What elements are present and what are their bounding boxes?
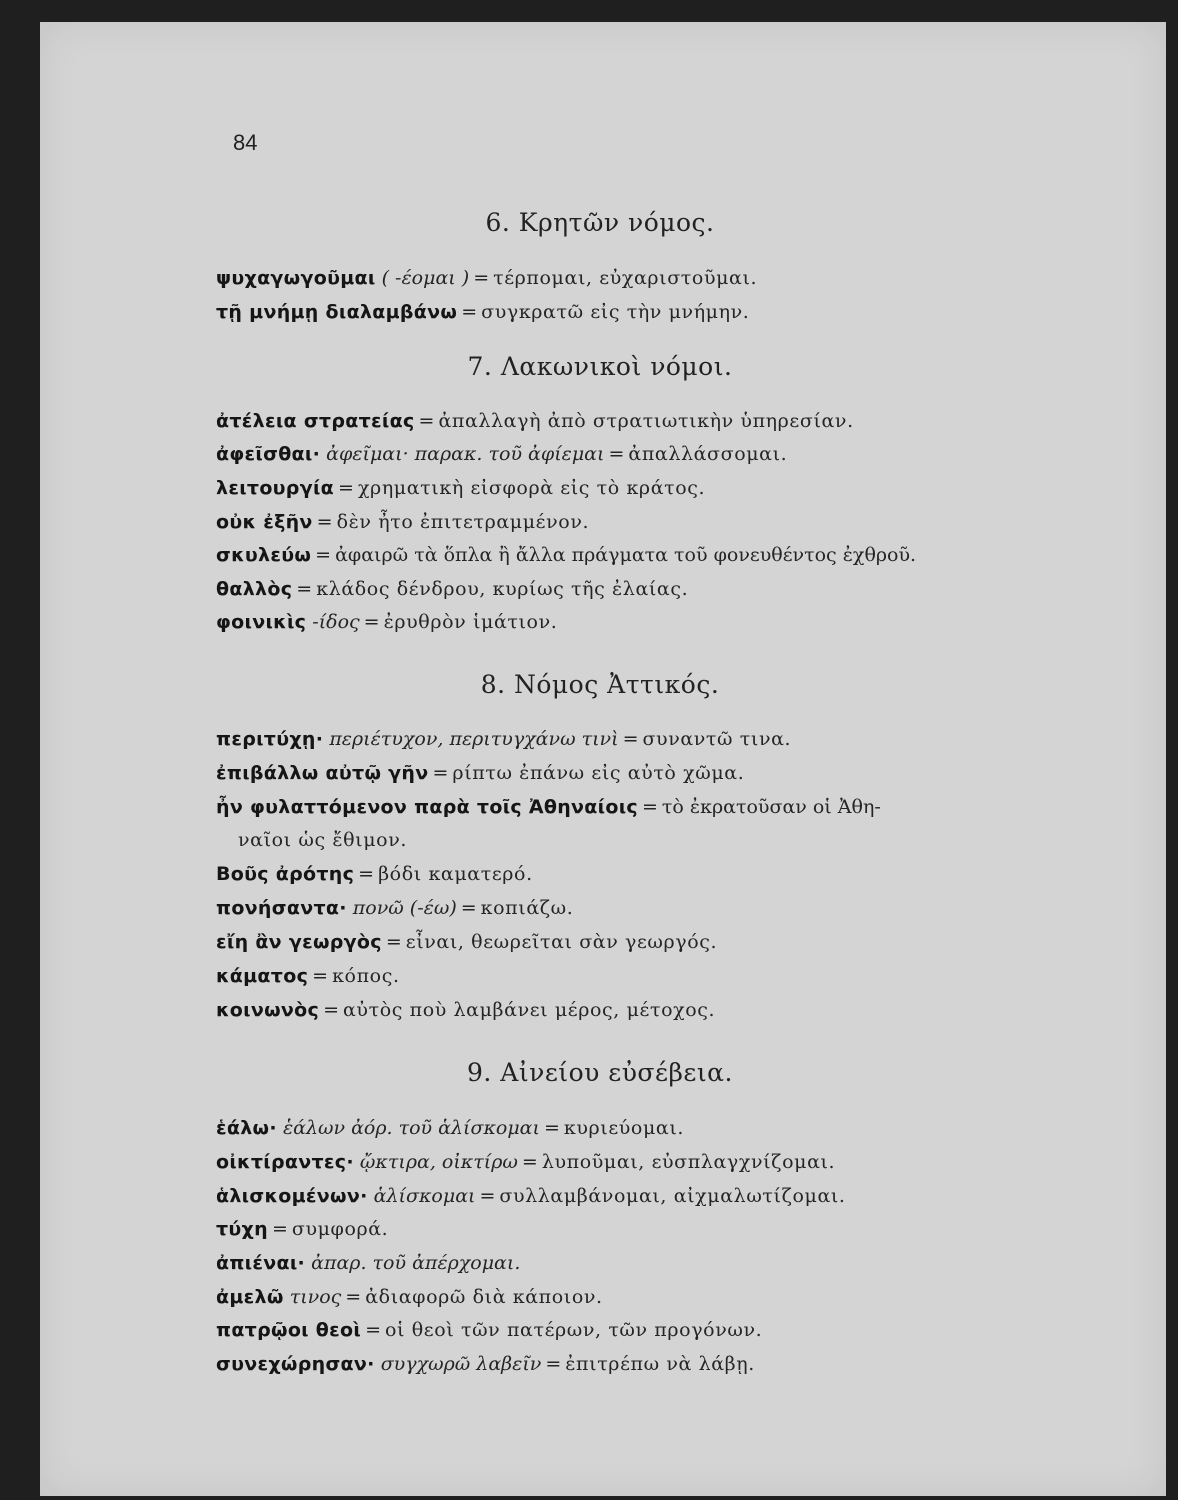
book-page	[40, 22, 1166, 1496]
entry-phoinikis: φοινικὶς -ίδος = ἐρυθρὸν ἱμάτιον.	[216, 611, 558, 633]
entry-meaning: δὲν ἦτο ἐπιτετραμμένον.	[336, 511, 590, 533]
entry-term: ἑάλω·	[216, 1117, 277, 1139]
entry-ponesanta: πονήσαντα· πονῶ (-έω) = κοπιάζω.	[216, 897, 574, 919]
entry-meaning: χρηματικὴ εἰσφορὰ εἰς τὸ κράτος.	[357, 477, 706, 499]
entry-tyche: τύχη = συμφορά.	[216, 1218, 389, 1240]
entry-meaning: ἐρυθρὸν ἱμάτιον.	[383, 611, 558, 633]
entry-ouk-exen: οὐκ ἐξῆν = δὲν ἦτο ἐπιτετραμμένον.	[216, 511, 590, 533]
entry-koinonos: κοινωνὸς = αὐτὸς ποὺ λαμβάνει μέρος, μέτοχος.	[216, 999, 716, 1021]
entry-mneme: τῇ μνήμῃ διαλαμβάνω = συγκρατῶ εἰς τὴν μνήμην.	[216, 301, 750, 323]
entry-healo: ἑάλω· ἑάλων ἀόρ. τοῦ ἁλίσκομαι = κυριεύομαι.	[216, 1117, 685, 1139]
entry-term: φοινικὶς	[216, 611, 307, 633]
entry-epiballo: ἐπιβάλλω αὐτῷ γῆν = ρίπτω ἐπάνω εἰς αὐτὸ χῶμα.	[216, 762, 745, 784]
entry-meaning: ἀπαλλάσσομαι.	[628, 443, 788, 465]
entry-continuation	[238, 826, 1166, 854]
entry-term: κοινωνὸς	[216, 999, 320, 1021]
entry-term: τῇ μνήμῃ διαλαμβάνω	[216, 301, 458, 323]
entry-term: περιτύχῃ·	[216, 728, 324, 750]
entry-gloss: ἑάλων ἀόρ. τοῦ ἁλίσκομαι	[282, 1117, 540, 1139]
entry-gloss: πονῶ (-έω)	[352, 897, 457, 919]
entry-perityche: περιτύχῃ· περιέτυχον, περιτυγχάνω τινὶ = συναντῶ τινα.	[216, 728, 792, 750]
entry-term: ἀπιέναι·	[216, 1252, 306, 1274]
entry-meaning: βόδι καματερό.	[378, 863, 533, 885]
entry-term: ἦν φυλαττόμενον παρὰ τοῖς Ἀθηναίοις	[216, 796, 638, 818]
entry-term: σκυλεύω	[216, 544, 312, 566]
entry-gloss: ( -έομαι )	[381, 267, 470, 289]
entry-term: συνεχώρησαν·	[216, 1353, 375, 1375]
entry-psychagogoumai: ψυχαγωγοῦμαι ( -έομαι ) = τέρπομαι, εὐχαριστοῦμαι.	[216, 267, 758, 289]
entry-gloss: -ίδος	[312, 611, 360, 633]
entry-leitourgia: λειτουργία = χρηματικὴ εἰσφορὰ εἰς τὸ κράτος.	[216, 477, 706, 499]
section-heading-8: 8. Νόμος Ἀττικός.	[480, 670, 720, 699]
entry-term: πατρῷοι θεοὶ	[216, 1319, 362, 1341]
entry-gloss: ἀφεῖμαι· παρακ. τοῦ ἀφίεμαι	[326, 443, 605, 465]
entry-bous-arotes: Βοῦς ἀρότης = βόδι καματερό.	[216, 863, 533, 885]
entry-amelo: ἀμελῶ τινος = ἀδιαφορῶ διὰ κάποιον.	[216, 1286, 603, 1308]
section-heading-7: 7. Λακωνικοὶ νόμοι.	[467, 352, 733, 381]
entry-ateleia: ἀτέλεια στρατείας = ἀπαλλαγὴ ἀπὸ στρατιωτικὴν ὑπηρεσίαν.	[216, 410, 854, 432]
entry-meaning: τὸ ἐκρατοῦσαν οἱ Ἀθη-	[661, 796, 881, 818]
entry-meaning: οἱ θεοὶ τῶν πατέρων, τῶν προγόνων.	[385, 1319, 763, 1341]
entry-meaning: συμφορά.	[291, 1218, 389, 1240]
entry-meaning: κόπος.	[332, 965, 400, 987]
entry-meaning: συγκρατῶ εἰς τὴν μνήμην.	[481, 301, 750, 323]
entry-term: οἰκτίραντες·	[216, 1151, 354, 1173]
entry-meaning: εἶναι, θεωρεῖται σὰν γεωργός.	[405, 931, 718, 953]
entry-term: ἀτέλεια στρατείας	[216, 410, 415, 432]
entry-term: ἐπιβάλλω αὐτῷ γῆν	[216, 762, 429, 784]
entry-term: ἀφεῖσθαι·	[216, 443, 321, 465]
entry-apheisthai: ἀφεῖσθαι· ἀφεῖμαι· παρακ. τοῦ ἀφίεμαι = ἀπαλλάσσομαι.	[216, 443, 788, 465]
section-heading-6: 6. Κρητῶν νόμος.	[485, 208, 715, 237]
entry-en-phylattomenon: ἦν φυλαττόμενον παρὰ τοῖς Ἀθηναίοις = τὸ ἐκρατοῦσαν οἱ Ἀθη-	[216, 796, 881, 818]
entry-gloss: ἀπαρ. τοῦ ἀπέρχομαι.	[311, 1252, 521, 1274]
entry-gloss: περιέτυχον, περιτυγχάνω τινὶ	[329, 728, 619, 750]
entry-gloss: ἁλίσκομαι	[373, 1185, 476, 1207]
entry-gloss: συγχωρῶ λαβεῖν	[380, 1353, 542, 1375]
entry-term: ἁλισκομένων·	[216, 1185, 368, 1207]
entry-term: ἀμελῶ	[216, 1286, 284, 1308]
entry-term: ψυχαγωγοῦμαι	[216, 267, 376, 289]
entry-meaning: αὐτὸς ποὺ λαμβάνει μέρος, μέτοχος.	[343, 999, 716, 1021]
entry-haliskomenon: ἁλισκομένων· ἁλίσκομαι = συλλαμβάνομαι, αἰχμαλωτίζομαι.	[216, 1185, 846, 1207]
entry-meaning: ἀδιαφορῶ διὰ κάποιον.	[365, 1286, 603, 1308]
entry-term: θαλλὸς	[216, 578, 293, 600]
entry-meaning: κοπιάζω.	[480, 897, 574, 919]
entry-meaning: ἀπαλλαγὴ ἀπὸ στρατιωτικὴν ὑπηρεσίαν.	[438, 410, 854, 432]
entry-meaning: συναντῶ τινα.	[642, 728, 792, 750]
entry-term: οὐκ ἐξῆν	[216, 511, 313, 533]
entry-thallos: θαλλὸς = κλάδος δένδρου, κυρίως τῆς ἐλαίας.	[216, 578, 689, 600]
entry-gloss: τινος	[289, 1286, 342, 1308]
entry-meaning: συλλαμβάνομαι, αἰχμαλωτίζομαι.	[499, 1185, 846, 1207]
entry-term: Βοῦς ἀρότης	[216, 863, 355, 885]
entry-oiktirantes: οἰκτίραντες· ᾤκτιρα, οἰκτίρω = λυποῦμαι, εὐσπλαγχνίζομαι.	[216, 1151, 836, 1173]
entry-meaning: ἐπιτρέπω νὰ λάβῃ.	[565, 1353, 755, 1375]
entry-meaning: ἀφαιρῶ τὰ ὅπλα ἢ ἄλλα πράγματα τοῦ φονευθέντος ἐχθροῦ.	[335, 544, 917, 566]
entry-meaning-continuation: ναῖοι ὡς ἔθιμον.	[238, 829, 407, 851]
entry-synechoresan: συνεχώρησαν· συγχωρῶ λαβεῖν = ἐπιτρέπω νὰ λάβῃ.	[216, 1353, 755, 1375]
entry-meaning: κλάδος δένδρου, κυρίως τῆς ἐλαίας.	[316, 578, 689, 600]
entry-term: πονήσαντα·	[216, 897, 347, 919]
entry-gloss: ᾤκτιρα, οἰκτίρω	[359, 1151, 518, 1173]
entry-term: κάματος	[216, 965, 309, 987]
entry-term: τύχη	[216, 1218, 268, 1240]
entry-skyleuo: σκυλεύω = ἀφαιρῶ τὰ ὅπλα ἢ ἄλλα πράγματα τοῦ φονευθέντος ἐχθροῦ.	[216, 544, 917, 566]
entry-kamatos: κάματος = κόπος.	[216, 965, 400, 987]
entry-meaning: κυριεύομαι.	[563, 1117, 685, 1139]
entry-term: εἴη ἂν γεωργὸς	[216, 931, 382, 953]
page-number: 84	[233, 130, 258, 155]
entry-meaning: λυποῦμαι, εὐσπλαγχνίζομαι.	[541, 1151, 836, 1173]
entry-meaning: ρίπτω ἐπάνω εἰς αὐτὸ χῶμα.	[452, 762, 745, 784]
section-heading-9: 9. Αἰνείου εὐσέβεια.	[466, 1058, 733, 1087]
entry-apienai	[216, 1249, 1156, 1277]
entry-patroioi-theoi: πατρῷοι θεοὶ = οἱ θεοὶ τῶν πατέρων, τῶν προγόνων.	[216, 1319, 763, 1341]
entry-meaning: τέρπομαι, εὐχαριστοῦμαι.	[493, 267, 758, 289]
entry-eie-an-georgos: εἴη ἂν γεωργὸς = εἶναι, θεωρεῖται σὰν γεωργός.	[216, 931, 718, 953]
entry-term: λειτουργία	[216, 477, 335, 499]
